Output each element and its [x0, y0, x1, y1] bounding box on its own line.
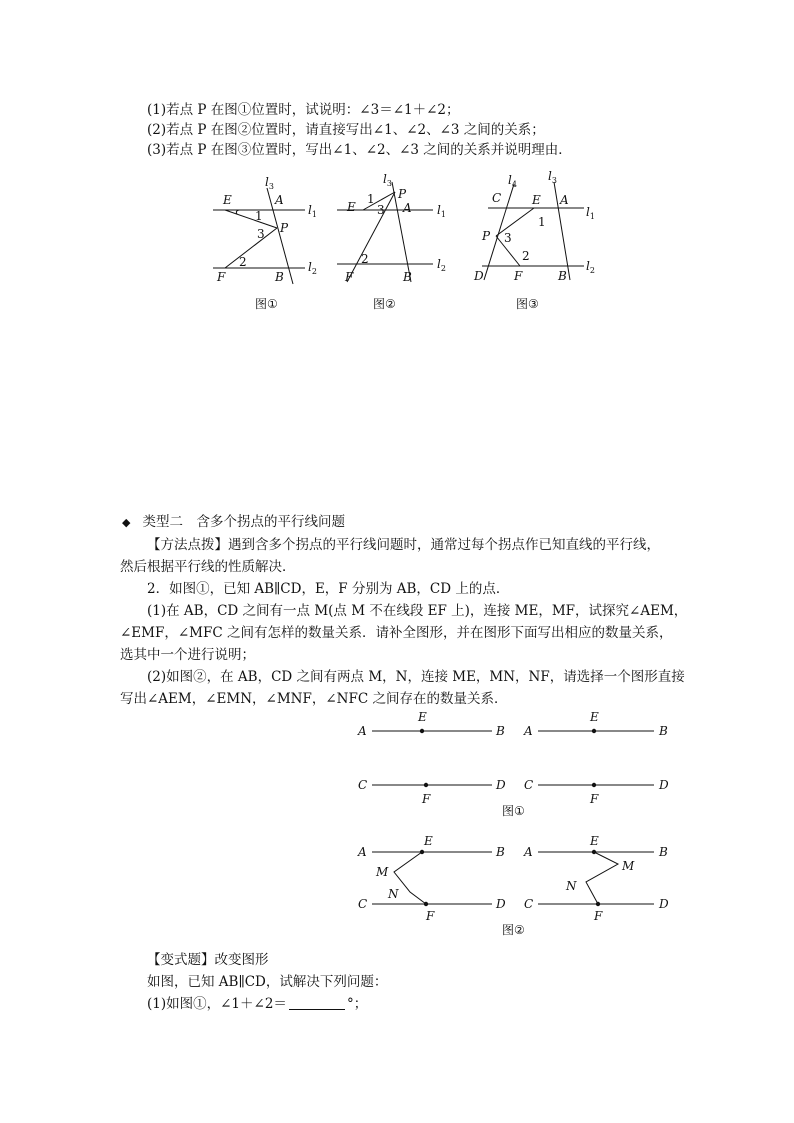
- angle-1: 1: [255, 209, 263, 223]
- label-B: B: [496, 724, 505, 738]
- label-F: F: [217, 270, 226, 284]
- label-F: F: [422, 792, 431, 806]
- label-l1: $l_1$: [308, 203, 317, 219]
- label-A: A: [275, 193, 284, 207]
- label-E: E: [223, 193, 232, 207]
- label-D: D: [496, 778, 506, 792]
- label-A: A: [524, 724, 533, 738]
- label-D: D: [474, 269, 484, 283]
- label-l2: $l_2$: [308, 260, 317, 276]
- label-l4: $l_4$: [508, 173, 517, 189]
- label-E: E: [424, 834, 433, 848]
- label-P: P: [280, 221, 289, 235]
- answer-blank[interactable]: [289, 995, 345, 1010]
- label-B: B: [659, 845, 668, 859]
- q1-part2: (2)若点 P 在图②位置时，请直接写出∠1、∠2、∠3 之间的关系；: [147, 122, 545, 138]
- label-B: B: [496, 845, 505, 859]
- label-l1: $l_1$: [586, 205, 595, 221]
- label-E: E: [347, 200, 356, 214]
- caption-fig2: 图②: [373, 297, 396, 311]
- variant-line1: 如图，已知 AB∥CD，试解决下列问题：: [147, 974, 388, 990]
- label-A: A: [358, 845, 367, 859]
- method-line-2: 然后根据平行线的性质解决．: [120, 559, 296, 575]
- label-l2: $l_2$: [586, 259, 595, 275]
- label-D: D: [659, 897, 669, 911]
- angle-2: 2: [522, 249, 530, 263]
- label-F: F: [590, 792, 599, 806]
- variant-line2: [147, 994, 367, 1014]
- variant-line2-suffix: °；: [346, 996, 368, 1012]
- label-P: P: [398, 187, 407, 201]
- figure-1: [205, 175, 325, 318]
- q1-part1: (1)若点 P 在图①位置时，试说明：∠3＝∠1＋∠2；: [147, 102, 460, 118]
- label-C: C: [358, 897, 368, 911]
- q2-part2-line2: 写出∠AEM，∠EMN，∠MNF，∠NFC 之间存在的数量关系．: [120, 691, 508, 707]
- type2-heading: [122, 512, 345, 533]
- label-D: D: [496, 897, 506, 911]
- label-E: E: [590, 834, 599, 848]
- label-B: B: [659, 724, 668, 738]
- figure-q2-2: [354, 832, 684, 942]
- label-C: C: [524, 778, 534, 792]
- caption-fig3: 图③: [516, 297, 539, 311]
- label-B: B: [403, 270, 412, 284]
- type2-heading-text: 类型二 含多个拐点的平行线问题: [142, 514, 345, 530]
- label-C: C: [524, 897, 534, 911]
- label-B: B: [558, 269, 567, 283]
- angle-1: 1: [538, 215, 546, 229]
- label-C: C: [358, 778, 368, 792]
- angle-2: 2: [361, 252, 369, 266]
- label-l2: $l_2$: [437, 257, 446, 273]
- figure-q2-1: [354, 710, 684, 820]
- label-A: A: [403, 201, 412, 215]
- caption-q2-fig1: 图①: [502, 804, 525, 818]
- label-A: A: [524, 845, 533, 859]
- angle-1: 1: [367, 192, 375, 206]
- caption-q2-fig2: 图②: [502, 923, 525, 937]
- angle-3: 3: [504, 231, 512, 245]
- figure-2: [335, 172, 460, 318]
- figure-3: [472, 168, 597, 318]
- label-F: F: [594, 909, 603, 923]
- variant-line2-text: (1)如图①，∠1＋∠2＝: [147, 996, 287, 1012]
- q2-intro: 2．如图①，已知 AB∥CD，E，F 分别为 AB，CD 上的点．: [147, 581, 510, 597]
- label-E: E: [532, 193, 541, 207]
- label-F: F: [345, 270, 354, 284]
- label-M: M: [622, 859, 635, 873]
- label-A: A: [560, 193, 569, 207]
- q2-part2-line1: (2)如图②，在 AB，CD 之间有两点 M，N，连接 ME，MN，NF，请选择一个图形直接: [147, 669, 685, 685]
- label-B: B: [275, 270, 284, 284]
- label-F: F: [514, 269, 523, 283]
- q1-part3: (3)若点 P 在图③位置时，写出∠1、∠2、∠3 之间的关系并说明理由．: [147, 142, 572, 158]
- angle-3: 3: [377, 203, 385, 217]
- label-l3: $l_3$: [383, 172, 392, 188]
- label-l3: $l_3$: [265, 175, 274, 191]
- bullet-diamond-icon: ◆: [122, 516, 131, 529]
- label-N: N: [566, 879, 577, 893]
- caption-fig1: 图①: [255, 297, 278, 311]
- angle-3: 3: [257, 227, 265, 241]
- label-M: M: [376, 865, 389, 879]
- q2-part1-line3: 选其中一个进行说明；: [120, 647, 255, 663]
- angle-2: 2: [239, 255, 247, 269]
- variant-title: 【变式题】改变图形: [147, 952, 269, 968]
- label-A: A: [358, 724, 367, 738]
- q2-part1-line1: (1)在 AB，CD 之间有一点 M(点 M 不在线段 EF 上)，连接 ME，MF，试探究∠AEM，: [147, 603, 688, 619]
- method-line-1: 【方法点拨】遇到含多个拐点的平行线问题时，通常过每个拐点作已知直线的平行线，: [147, 537, 660, 553]
- label-P: P: [482, 229, 491, 243]
- label-E: E: [590, 710, 599, 724]
- label-E: E: [418, 710, 427, 724]
- label-D: D: [659, 778, 669, 792]
- q2-part1-line2: ∠EMF，∠MFC 之间有怎样的数量关系．请补全图形，并在图形下面写出相应的数量关系，: [120, 625, 673, 641]
- label-N: N: [388, 887, 399, 901]
- label-C: C: [492, 191, 502, 205]
- label-F: F: [426, 909, 435, 923]
- label-l1: $l_1$: [437, 203, 446, 219]
- label-l3: $l_3$: [548, 169, 557, 185]
